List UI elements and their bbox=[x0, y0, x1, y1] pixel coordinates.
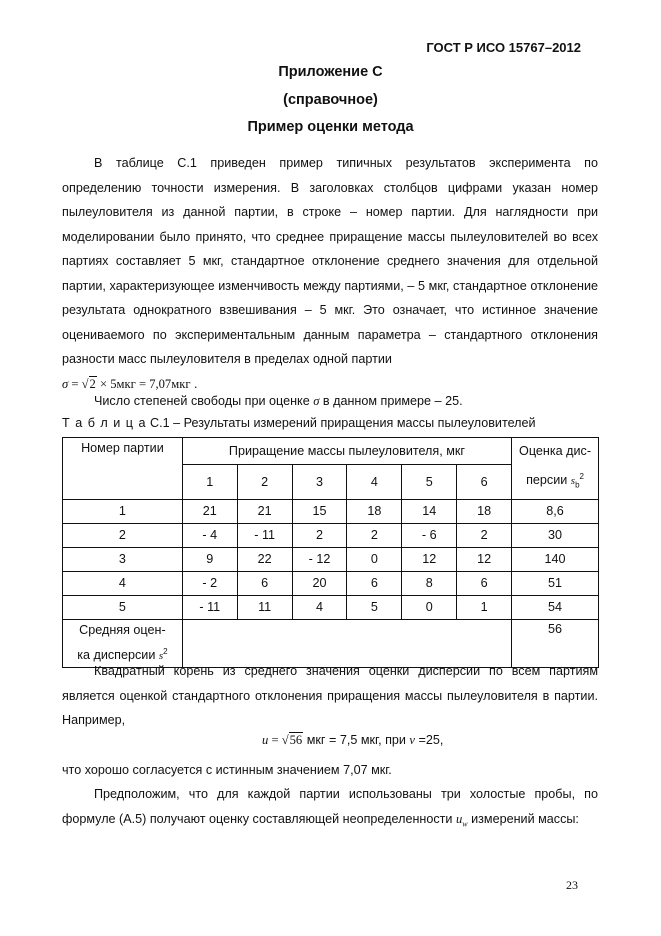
appendix-type: (справочное) bbox=[283, 92, 378, 108]
table-row: 5 - 11 11 4 5 0 1 54 bbox=[63, 595, 599, 619]
header-party: Номер партии bbox=[63, 438, 183, 500]
section-heading: Пример оценки метода bbox=[247, 119, 414, 135]
header-estimate: Оценка дис- персии $s_b^2$ bbox=[512, 438, 599, 500]
results-table bbox=[62, 437, 599, 668]
sigma-formula: σ = √2 × 5мкг = 7,07мкг . bbox=[62, 376, 198, 391]
average-label: Средняя оцен- ка дисперсии $s^2$ bbox=[63, 619, 183, 667]
intro-text: В таблице С.1 приведен пример типичных результатов эксперимента по определению точности измерения. В заголовках столбцов цифрами указан номер пылеуловителя из данной партии, в строке – номер партии. Для наглядности при моделировании было принято, что среднее приращение массы пылеуловителей во всех партиях составляет 5 мкг, стандартное отклонение среднего значения для отдельной партии, характеризующее изменчивость между партиями, – 5 мкг, стандартное отклонение результата однократного взвешивания – 5 мкг. Это означает, что истинное значение оцениваемого по экспериментальным данным параметра – стандартного отклонения разности масс пылеуловителя в пределах одной партии bbox=[62, 156, 598, 366]
table-row: 3 9 22 - 12 0 12 12 140 bbox=[63, 547, 599, 571]
table-row: 2 - 4 - 11 2 2 - 6 2 30 bbox=[63, 523, 599, 547]
header-col-3: 3 bbox=[292, 465, 347, 500]
header-col-2: 2 bbox=[237, 465, 292, 500]
u-formula: u = √56 мкг = 7,5 мкг, при ν =25, bbox=[262, 733, 444, 747]
standard-designation: ГОСТ Р ИСО 15767–2012 bbox=[426, 40, 581, 55]
header-col-1: 1 bbox=[182, 465, 237, 500]
average-value: 56 bbox=[512, 619, 599, 667]
dof-paragraph: Число степеней свободы при оценке σ в данном примере – 25. bbox=[94, 394, 463, 408]
agreement-paragraph: что хорошо согласуется с истинным значением 7,07 мкг. bbox=[62, 763, 392, 777]
header-increment: Приращение массы пылеуловителя, мкг bbox=[182, 438, 511, 465]
sqrt-explanation: Квадратный корень из среднего значения оценки дисперсии по всем партиям является оценкой стандартного отклонения приращения массы пылеуловителя в партии. Например, bbox=[62, 664, 598, 727]
header-col-6: 6 bbox=[457, 465, 512, 500]
appendix-title: Приложение С bbox=[278, 64, 383, 80]
intro-paragraph bbox=[62, 151, 598, 396]
table-row: 1 21 21 15 18 14 18 8,6 bbox=[63, 499, 599, 523]
header-col-4: 4 bbox=[347, 465, 402, 500]
table-row: 4 - 2 6 20 6 8 6 51 bbox=[63, 571, 599, 595]
after-table-paragraph bbox=[62, 659, 598, 733]
page-number: 23 bbox=[566, 878, 578, 892]
header-col-5: 5 bbox=[402, 465, 457, 500]
table-caption: Т а б л и ц а С.1 – Результаты измерений приращения массы пылеуловителей bbox=[62, 416, 536, 430]
assumption-paragraph: Предположим, что для каждой партии использованы три холостые пробы, по формуле (А.5) получают оценку составляющей неопределенности $u_w$ измерений массы: bbox=[62, 787, 598, 829]
